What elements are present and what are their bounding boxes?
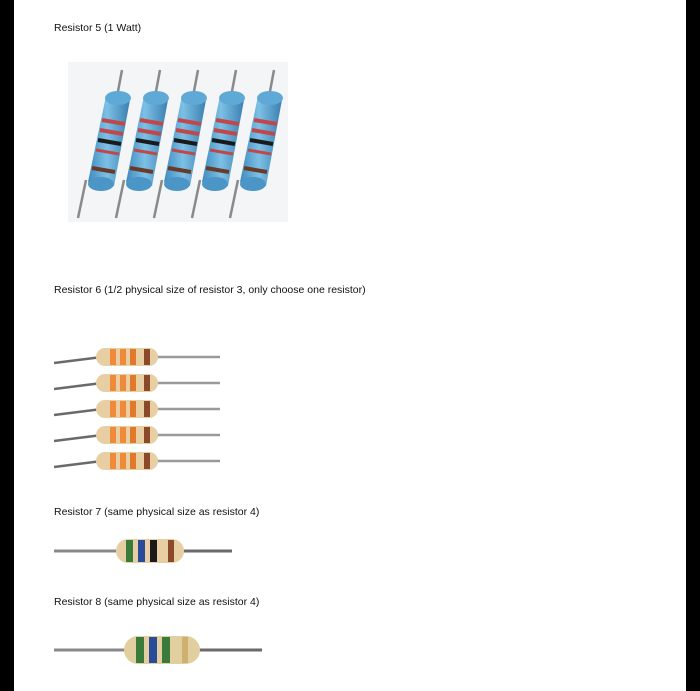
orange-resistor [54, 426, 220, 444]
resistor-5-label: Resistor 5 (1 Watt) [54, 22, 142, 34]
resistor-8-image [54, 630, 264, 670]
resistor-5-image [58, 62, 288, 222]
document-page [14, 0, 686, 691]
resistor-7-image [54, 534, 234, 568]
orange-resistor [54, 374, 220, 392]
orange-resistor [54, 348, 220, 366]
resistor-6-image [52, 344, 237, 474]
resistor-7-label: Resistor 7 (same physical size as resistor 4) [54, 506, 260, 518]
orange-resistor [54, 400, 220, 418]
resistor-8-label: Resistor 8 (same physical size as resistor 4) [54, 596, 260, 608]
resistor-6-label: Resistor 6 (1/2 physical size of resistor 3, only choose one resistor) [54, 284, 366, 296]
orange-resistor [54, 452, 220, 470]
